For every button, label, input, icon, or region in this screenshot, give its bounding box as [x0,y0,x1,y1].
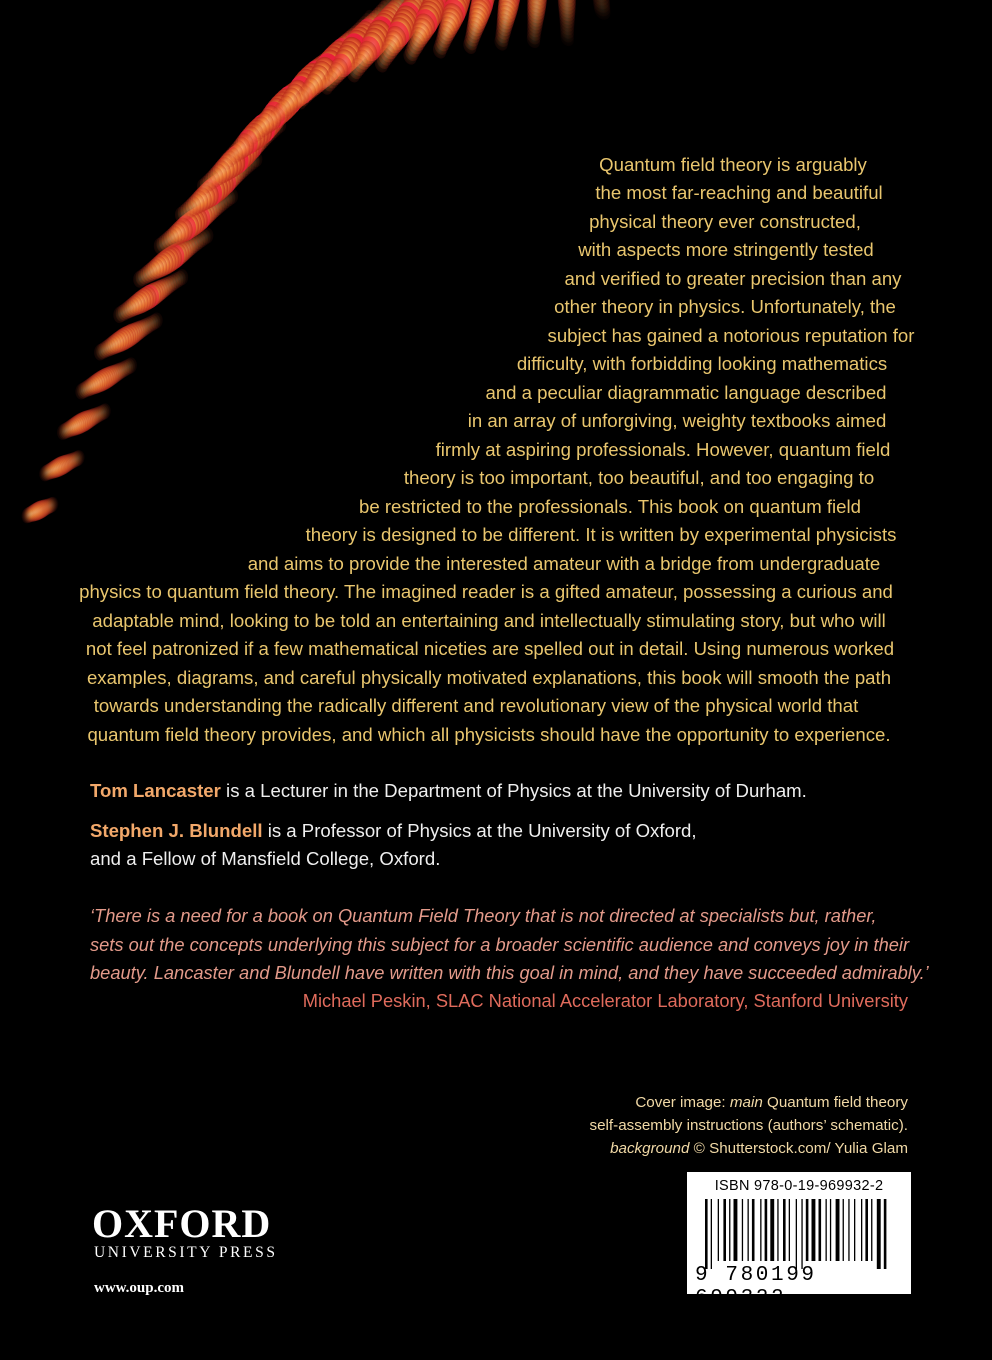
blurb-line: and verified to greater precision than any [564,268,902,289]
author-name: Stephen J. Blundell [90,820,263,841]
barcode-bar [718,1199,719,1261]
blurb-line: firmly at aspiring professionals. However, quantum field [435,439,891,460]
blurb-line: not feel patronized if a few mathematical niceties are spelled out in detail. Using numerous worked [85,638,895,659]
barcode-bar [865,1199,868,1261]
cover-credit-line [635,1094,908,1111]
author-bio-blundell [90,820,697,842]
review-quote-line: beauty. Lancaster and Blundell have written with this goal in mind, and they have succeeded admirably.’ [90,962,929,983]
credit-text: Cover image: [635,1094,730,1111]
cover-credit-line [610,1140,908,1157]
blurb-line: physics to quantum field theory. The imagined reader is a gifted amateur, possessing a curious and [79,581,893,602]
barcode-bar [826,1199,827,1261]
blurb-line: quantum field theory provides, and which all physicists should have the opportunity to experience. [87,724,891,745]
barcode-bar [843,1199,844,1261]
author-bio-lancaster [90,780,807,802]
blurb-line: the most far-reaching and beautiful [595,182,883,203]
blurb-line: Quantum field theory is arguably [599,154,867,175]
barcode-bar [742,1199,743,1261]
author-bio: is a Professor of Physics at the University of Oxford, [262,820,697,841]
review-quote-line: sets out the concepts underlying this subject for a broader scientific audience and conveys joy in their [90,934,910,955]
credit-italic: background [610,1140,690,1157]
barcode-bar [705,1199,708,1269]
author-bio: is a Lecturer in the Department of Physics at the University of Durham. [220,780,807,801]
blurb-line: subject has gained a notorious reputation for [547,325,915,346]
barcode-bar [777,1199,778,1261]
credit-text: Quantum field theory [762,1094,908,1111]
blurb-line: in an array of unforgiving, weighty textbooks aimed [467,410,887,431]
barcode-bar [812,1199,816,1261]
blurb-line: and a peculiar diagrammatic language described [485,382,887,403]
barcode-bar [861,1199,862,1261]
glow-dot [133,271,146,288]
barcode-bar [836,1199,840,1261]
blurb-line: examples, diagrams, and careful physically motivated explanations, this book will smooth the path [86,667,892,688]
barcode-bar [877,1199,881,1269]
barcode-bar [871,1199,872,1261]
blurb-line: be restricted to the professionals. This book on quantum field [359,496,861,517]
blurb-line: difficulty, with forbidding looking mathematics [516,353,888,374]
credit-italic: main [729,1094,763,1111]
blurb-line: and aims to provide the interested amateur with a bridge from undergraduate [247,553,881,574]
credit-text: © Shutterstock.com/ Yulia Glam [689,1140,908,1157]
barcode-bar [765,1199,768,1261]
blurb-line: with aspects more stringently tested [578,239,874,260]
isbn-label: ISBN 978-0-19-969932-2 [714,1178,884,1194]
author-name: Tom Lancaster [90,780,221,801]
barcode-bar [830,1199,831,1261]
cover-credit-line: self-assembly instructions (authors’ schematic). [589,1117,908,1134]
barcode-bar [723,1199,726,1261]
barcode-bar [819,1199,822,1261]
barcode-bar [760,1199,761,1261]
blurb-line: towards understanding the radically different and revolutionary view of the physical world that [93,695,859,716]
blurb-line: physical theory ever constructed, [589,211,861,232]
barcode-bar [801,1199,802,1269]
review-attribution: Michael Peskin, SLAC National Accelerator Laboratory, Stanford University [302,990,908,1011]
barcode-bar [729,1199,730,1261]
barcode-bar [770,1199,774,1261]
blurb-line: other theory in physics. Unfortunately, the [554,296,896,317]
publisher-subtitle: UNIVERSITY PRESS [94,1244,278,1261]
isbn-barcode [687,1172,911,1310]
barcode-bars [701,1199,897,1269]
barcode-bar [783,1199,786,1261]
blurb-line: adaptable mind, looking to be told an entertaining and intellectually stimulating story, but who will [92,610,886,631]
barcode-bar [806,1199,809,1261]
barcode-bar [711,1199,712,1269]
isbn-digits: 9 780199 699322 [695,1264,817,1310]
publisher-website: www.oup.com [94,1280,185,1296]
barcode-bar [848,1199,849,1261]
barcode-bar [884,1199,887,1269]
barcode-bar [854,1199,855,1261]
barcode-bar [789,1199,790,1261]
review-quote-line: ‘There is a need for a book on Quantum Field Theory that is not directed at specialists but, rather, [90,905,877,926]
publisher-logo: OXFORD [92,1201,272,1246]
barcode-bar [796,1199,797,1269]
barcode-bar [748,1199,749,1261]
blurb-line: theory is designed to be different. It is written by experimental physicists [305,524,897,545]
barcode-bar [752,1199,755,1261]
blurb-line: theory is too important, too beautiful, and too engaging to [403,467,875,488]
author-bio-blundell-line2: and a Fellow of Mansfield College, Oxford. [90,848,441,869]
barcode-bar [734,1199,738,1261]
